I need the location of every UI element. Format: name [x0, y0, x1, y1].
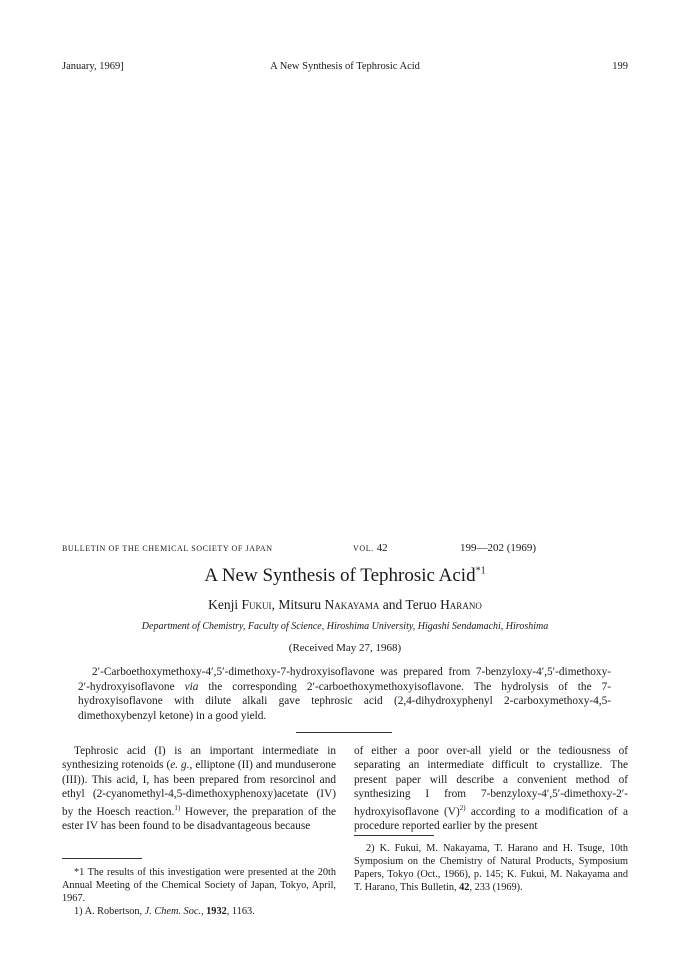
page-number: 199: [612, 61, 628, 72]
body-paragraph: [354, 744, 628, 834]
volume-number: 42: [376, 542, 388, 554]
body-text-left: [62, 744, 336, 834]
body-column-left: [62, 744, 336, 834]
abstract-separator-rule: [296, 732, 392, 733]
footnote-text: ,: [201, 906, 207, 917]
author-first-name: Mitsuru: [278, 597, 322, 612]
footnote-journal: J. Chem. Soc.: [144, 906, 201, 917]
journal-volume: [353, 542, 388, 554]
footnote-mark: *1: [74, 867, 85, 878]
author-first-name: Kenji: [208, 597, 239, 612]
footnote-text: The results of this investigation were presented at the 20th Annual Meeting of the Chemical Society of Japan, Tokyo, April, 1967.: [62, 867, 336, 904]
author-first-name: Teruo: [405, 597, 437, 612]
abstract-text: the corresponding 2′-carboethoxymethoxyisoflavone. The hydrolysis of the 7-hydroxyisoflavone with dilute alkali gave tephrosic acid (2,4-dihydroxyphenyl 2-carboxymethoxy-4,5-dimethoxybenzyl ketone) in a good yield.: [78, 680, 611, 722]
footnote-text: K. Fukui, M. Nakayama, T. Harano and H. Tsuge, 10th Symposium on the Chemistry of Natural Products, Symposium Papers, Tokyo (Oct., 1966), p. 145; K. Fukui, M. Nakayama and T. Harano, This Bulletin,: [354, 843, 628, 893]
abstract-via: via: [184, 680, 199, 693]
reference-mark: 2): [459, 804, 466, 813]
abstract-paragraph: [78, 665, 611, 723]
abstract-text: 2′-Carboethoxymethoxy-4′,5′-dimethoxy-7-hydroxyisoflavone was prepared from 7-benzyloxy-4′,5′-dimethoxy-2′-hydroxyisoflavone: [78, 666, 611, 693]
body-text: Tephrosic acid (I) is an important intermediate in synthesizing rotenoids (: [62, 745, 336, 772]
footnote-number: 2): [366, 843, 375, 854]
author-separator: and: [379, 597, 406, 612]
footnotes-left: [62, 866, 336, 918]
article-title: [62, 565, 628, 587]
footnote-rule-left: [62, 858, 142, 859]
volume-label: VOL.: [353, 544, 374, 553]
footnote-text: , 1163.: [226, 906, 255, 917]
body-column-right: [354, 744, 628, 834]
body-text: of either a poor over-all yield or the tediousness of separating an intermediate difficult to crystallize. The present paper will describe a convenient method of synthesizing I from 7-benzyloxy-4′,5′-dimethoxy-2′-hydroxyisoflavone (V): [354, 745, 628, 818]
reference-mark: 1): [174, 804, 181, 813]
footnote-number: 1): [74, 906, 83, 917]
body-text: However, the preparation of the ester IV has been found to be disadvantageous because: [62, 805, 336, 833]
received-date: (Received May 27, 1968): [288, 642, 402, 654]
title-text: A New Synthesis of Tephrosic Acid: [204, 565, 476, 586]
footnotes-right: [354, 842, 628, 894]
footnote-text: , 233 (1969).: [469, 882, 523, 893]
footnote: [354, 842, 628, 894]
title-footnote-mark: *1: [475, 565, 486, 577]
footnote-year: 1932: [206, 906, 227, 917]
author-last-name: Fukui: [241, 597, 272, 612]
author-last-name: Nakayama: [324, 597, 380, 612]
footnote: [62, 866, 336, 905]
footnote-volume: 42: [459, 882, 470, 893]
journal-name: BULLETIN OF THE CHEMICAL SOCIETY OF JAPAN: [62, 544, 273, 553]
footnote: [62, 905, 336, 918]
journal-citation-line: [62, 542, 628, 554]
affiliation: Department of Chemistry, Faculty of Science, Hiroshima University, Higashi Sendamachi, Hiroshima: [141, 621, 549, 632]
author-list: [62, 597, 628, 613]
footnote-text: A. Robertson,: [82, 906, 145, 917]
running-header: [62, 61, 628, 77]
body-text: , elliptone (II) and munduserone (III)). This acid, I, has been prepared from resorcinol and ethyl (2-cyanomethyl-4,5-dimethoxyphenoxy)acetate (IV) by the Hoesch reaction.: [62, 759, 337, 818]
running-header-title: A New Synthesis of Tephrosic Acid: [270, 61, 420, 72]
body-text: according to a modification of a procedure reported earlier by the present: [354, 805, 628, 833]
footnote-rule-right: [354, 835, 434, 836]
journal-pages: 199—202 (1969): [460, 542, 537, 554]
author-separator: ,: [271, 597, 279, 612]
body-paragraph: [62, 744, 336, 834]
running-header-date: January, 1969]: [62, 61, 124, 72]
author-last-name: Harano: [440, 597, 482, 612]
abstract: [78, 665, 611, 723]
body-text-italic: e. g.: [170, 759, 190, 772]
